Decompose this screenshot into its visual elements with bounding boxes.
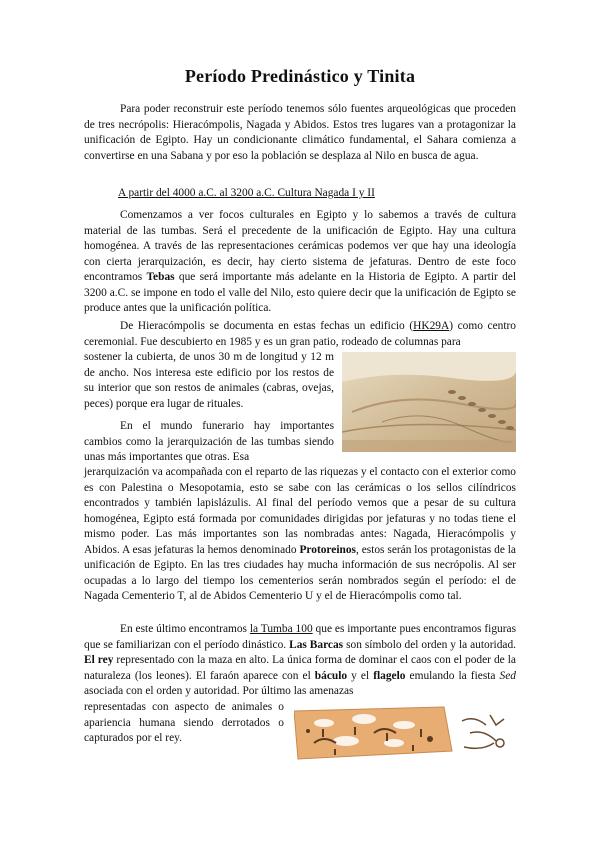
hk29a-link[interactable]: HK29A: [413, 320, 450, 332]
paragraph-cultura-nagada: [84, 208, 516, 317]
page-title: Período Predinástico y Tinita: [184, 66, 416, 86]
p4-bold-protoreinos: Protoreinos: [299, 543, 356, 556]
tumba-100-link[interactable]: la Tumba 100: [249, 623, 313, 635]
p5-bold-barcas: Las Barcas: [289, 638, 344, 651]
p5-bold-baculo: báculo: [314, 669, 348, 682]
p5-italic-sed: Sed: [499, 669, 516, 682]
p5-text-cont: representadas con aspecto de animales o apariencia humana siendo derrotados o capturados por el rey.: [84, 701, 284, 744]
p5-bold-flagelo: flagelo: [373, 669, 406, 682]
p5-t6: emulando la fiesta: [405, 669, 500, 682]
p5-t5: y el: [347, 669, 374, 682]
p5-t1: En este último encontramos: [120, 623, 250, 635]
paragraph-hieracompolis: [84, 319, 516, 350]
intro-paragraph: [84, 102, 516, 164]
p2-text-after: que será importante más adelante en la Historia de Egipto. A partir del 3200 a.C. se impone en todo el valle del Nilo, esto quiere decir que la unificación de Egipto se produce antes que la unificación política.: [84, 271, 516, 314]
p2-text-before: Comenzamos a ver focos culturales en Egipto y lo sabemos a través de cultura material de las tumbas. Será el precedente de la unificación de Egipto. Hay una cultura homogénea. A través de las representaciones cerámicas podemos ver que hay una ideología con cierta jerarquización, es decir, hay cierto sistema de jefaturas. Dentro de este foco encontramos: [84, 209, 516, 283]
p3-text-after: ) como centro ceremonial. Fue descubierto en 1985 y es un gran patio, rodeado de columnas para: [84, 320, 516, 348]
mural-painting: [294, 703, 516, 763]
p5-t4: representado con la maza en alto. La única forma de dominar el caos con el poder de la naturaleza (los leones). El faraón aparece con el: [84, 654, 516, 682]
paragraph-tumba-100-wrap: [84, 700, 284, 747]
p4-text-before: jerarquización va acompañada con el reparto de las riquezas y el contacto con el exterior como es con Palestina o Mesopotamia, esto se sabe con las cerámicas o los sellos cilíndricos encontrados y también lapislázulis. Al final del período vemos que a pesar de su cultura homogénea, Egipto está formada por comunidades dirigidas por jefaturas y no todas tiene el mismo poder. Las más importantes son las nombradas antes: Nagada, Hieracómpolis y Abidos. A esas jefaturas la hemos denominado: [84, 466, 516, 556]
paragraph-hieracompolis-wrap: [84, 350, 334, 412]
p5-bold-rey: El rey: [84, 654, 114, 666]
hk29a-excavation-photo: [342, 352, 516, 452]
section-heading: A partir del 4000 a.C. al 3200 a.C. Cultura Nagada I y II: [118, 187, 375, 199]
paragraph-tumba-100: [84, 622, 516, 700]
paragraph-funerario: [84, 465, 516, 605]
tumba-100-mural-image: [294, 703, 516, 763]
intro-text: Para poder reconstruir este período tenemos sólo fuentes arqueológicas que proceden de tres necrópolis: Hieracómpolis, Nagada y Abidos. Estos tres lugares van a protagonizar la unificación de Egipto. Hay un condicionante climático fundamental, el Sahara comienza a convertirse en una Sabana y por eso la población se desplaza al Nilo en busca de agua.: [84, 103, 516, 162]
p3-text-before: De Hieracómpolis se documenta en estas fechas un edificio (: [120, 320, 414, 332]
p4-text-after: , estos serán los protagonistas de la unificación de Egipto. En las tres ciudades hay mucha información de sus necrópolis. Al ser ocupadas a lo largo del tiempo los cementerios serán nombrados según el período: el de Nagada Cementerio T, al de Abidos Cementerio U y el de Hieracómpolis como tal.: [84, 543, 516, 602]
p5-t7: asociada con el orden y autoridad. Por último las amenazas: [84, 685, 354, 697]
paragraph-funerario-wrap: [84, 419, 334, 466]
p4-text-wrap: En el mundo funerario hay importantes cambios como la jerarquización de las tumbas siendo unas más importantes que otras. Esa: [84, 420, 334, 463]
sand-landscape-image: [342, 352, 516, 452]
p3-text-cont: sostener la cubierta, de unos 30 m de longitud y 12 m de ancho. Nos interesa este edificio por los restos de su interior que son restos de animales (cabras, ovejas, peces) porque era lugar de rituales.: [84, 351, 334, 410]
p2-bold-tebas: Tebas: [146, 271, 175, 283]
p5-t2: que es importante pues encontramos figuras que se familiarizan con el período dinástico.: [84, 623, 517, 651]
p5-t3: son símbolo del orden y la autoridad.: [343, 638, 516, 651]
